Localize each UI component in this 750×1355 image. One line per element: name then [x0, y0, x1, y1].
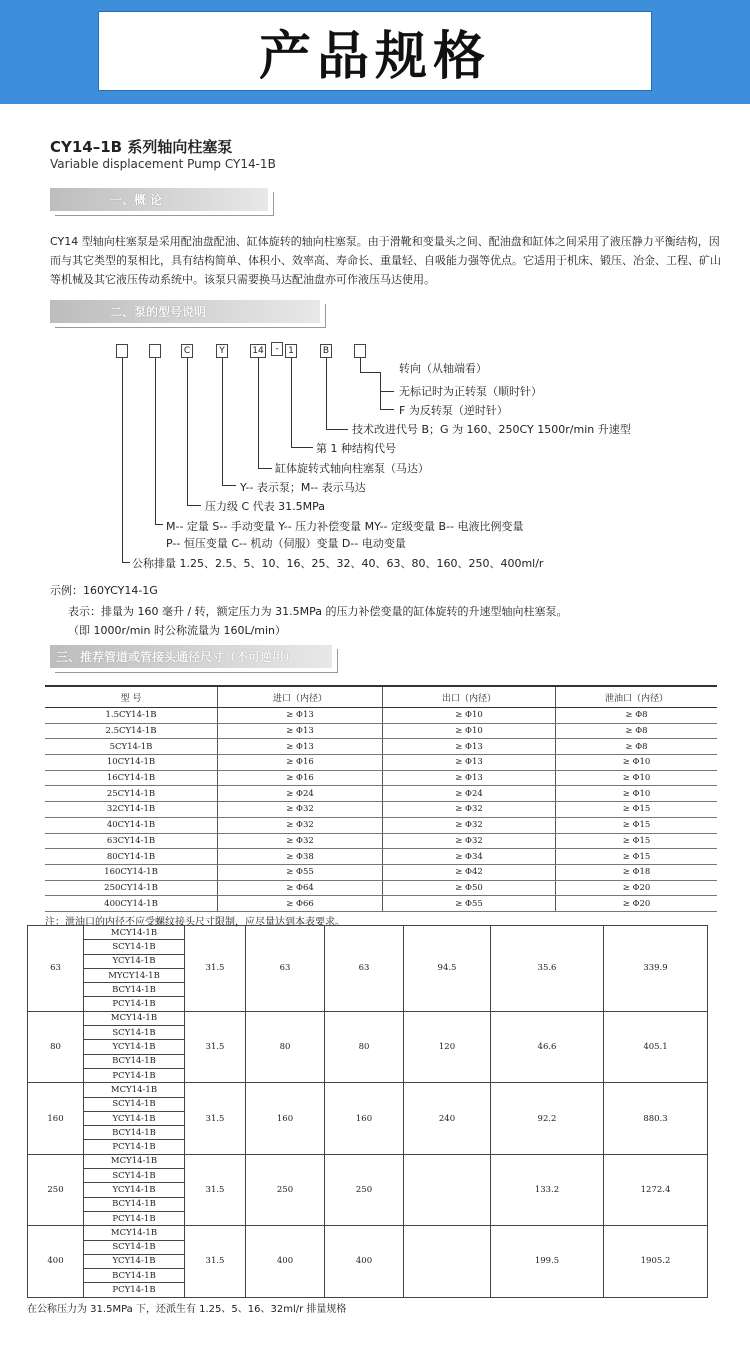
model-cell: MCY14-1B	[84, 926, 185, 940]
value-cell: 80	[325, 1011, 404, 1082]
value-cell	[404, 1226, 491, 1297]
size-cell: 80	[28, 1011, 84, 1082]
table-cell: ≥ Φ55	[383, 896, 556, 912]
col-header: 型 号	[45, 686, 218, 708]
model-cell: YCY14-1B	[84, 1111, 185, 1125]
value-cell: 120	[404, 1011, 491, 1082]
table-cell: 10CY14-1B	[45, 755, 218, 771]
table-cell: ≥ Φ34	[383, 849, 556, 865]
table-cell: ≥ Φ42	[383, 864, 556, 880]
table-cell: ≥ Φ13	[218, 739, 383, 755]
col-header: 进口（内径）	[218, 686, 383, 708]
code-line: 第 1 种结构代号	[316, 442, 396, 455]
code-box: 1	[285, 344, 297, 358]
code-box: Y	[216, 344, 228, 358]
value-cell: 35.6	[491, 926, 604, 1012]
code-line: Y-- 表示泵；M-- 表示马达	[240, 481, 366, 494]
table-row	[28, 1226, 708, 1240]
value-cell: 94.5	[404, 926, 491, 1012]
table-cell: ≥ Φ24	[218, 786, 383, 802]
model-cell: BCY14-1B	[84, 1054, 185, 1068]
size-cell: 250	[28, 1154, 84, 1225]
model-cell: MCY14-1B	[84, 1154, 185, 1168]
table-cell: ≥ Φ20	[556, 896, 718, 912]
value-cell: 133.2	[491, 1154, 604, 1225]
value-cell: 250	[325, 1154, 404, 1225]
model-cell: SCY14-1B	[84, 1097, 185, 1111]
model-cell: YCY14-1B	[84, 1040, 185, 1054]
value-cell: 46.6	[491, 1011, 604, 1082]
model-cell: MCY14-1B	[84, 1011, 185, 1025]
table-row	[45, 723, 717, 739]
value-cell: 160	[325, 1083, 404, 1154]
model-cell: MYCY14-1B	[84, 968, 185, 982]
code-box: C	[181, 344, 193, 358]
table-row	[45, 817, 717, 833]
code-box	[116, 344, 128, 358]
table-cell: ≥ Φ32	[218, 833, 383, 849]
code-line: 公称排量 1.25、2.5、5、10、16、25、32、40、63、80、160、250、400ml/r	[132, 557, 544, 570]
section-model-code: 二、泵的型号说明	[50, 300, 320, 323]
value-cell: 250	[246, 1154, 325, 1225]
footer-note: 在公称压力为 31.5MPa 下，还派生有 1.25、5、16、32ml/r 排量规格	[27, 1304, 347, 1315]
spec-document	[0, 120, 750, 1355]
table-row	[45, 833, 717, 849]
value-cell: 199.5	[491, 1226, 604, 1297]
table-cell: 40CY14-1B	[45, 817, 218, 833]
model-cell: MCY14-1B	[84, 1083, 185, 1097]
table-row	[45, 739, 717, 755]
banner-title: 产品规格	[258, 26, 491, 87]
value-cell: 31.5	[185, 1083, 246, 1154]
example-line-1: 表示：排量为 160 毫升 / 转，额定压力为 31.5MPa 的压力补偿变量的缸体旋转的升速型轴向柱塞泵。	[68, 605, 568, 618]
code-line: M-- 定量 S-- 手动变量 Y-- 压力补偿变量 MY-- 定级变量 B-- 电液比例变量	[166, 520, 524, 533]
table-cell: 80CY14-1B	[45, 849, 218, 865]
value-cell: 240	[404, 1083, 491, 1154]
table-cell: 32CY14-1B	[45, 802, 218, 818]
table-cell: ≥ Φ15	[556, 849, 718, 865]
banner-title-box	[98, 11, 652, 91]
code-box: B	[320, 344, 332, 358]
table-cell: ≥ Φ55	[218, 864, 383, 880]
table-cell: 250CY14-1B	[45, 880, 218, 896]
code-line: 无标记时为正转泵（顺时针）	[399, 385, 542, 398]
model-cell: BCY14-1B	[84, 1269, 185, 1283]
table-cell: ≥ Φ18	[556, 864, 718, 880]
model-cell: YCY14-1B	[84, 954, 185, 968]
banner	[0, 0, 750, 104]
table-cell: ≥ Φ13	[383, 739, 556, 755]
table-row	[28, 1011, 708, 1025]
model-cell: PCY14-1B	[84, 1140, 185, 1154]
code-box	[149, 344, 161, 358]
value-cell: 63	[325, 926, 404, 1012]
table-cell: 2.5CY14-1B	[45, 723, 218, 739]
value-cell: 880.3	[604, 1083, 708, 1154]
size-cell: 160	[28, 1083, 84, 1154]
example-title: 示例：160YCY14-1G	[50, 584, 158, 597]
model-cell: PCY14-1B	[84, 1068, 185, 1082]
doc-heading: CY14–1B 系列轴向柱塞泵	[50, 138, 233, 156]
intro-paragraph: CY14 型轴向柱塞泵是采用配油盘配油、缸体旋转的轴向柱塞泵。由于滑靴和变量头之间、配油盘和缸体之间采用了液压静力平衡结构，因而与其它类型的泵相比，具有结构简单、体积小、效率高、寿命长、重量轻、自吸能力强等优点。它适用于机床、锻压、冶金、工程、矿山等机械及其它液压传动系统中。该泵只需要换马达配油盘亦可作液压马达使用。	[50, 235, 721, 286]
value-cell	[404, 1154, 491, 1225]
value-cell: 92.2	[491, 1083, 604, 1154]
model-cell: MCY14-1B	[84, 1226, 185, 1240]
code-line: 技术改进代号 B；G 为 160、250CY 1500r/min 升速型	[352, 423, 631, 436]
model-cell: BCY14-1B	[84, 1126, 185, 1140]
table-cell: ≥ Φ24	[383, 786, 556, 802]
value-cell: 31.5	[185, 1011, 246, 1082]
code-box	[354, 344, 366, 358]
table-cell: 400CY14-1B	[45, 896, 218, 912]
table-row	[28, 1154, 708, 1168]
table-cell: ≥ Φ10	[556, 755, 718, 771]
table-cell: ≥ Φ50	[383, 880, 556, 896]
model-cell: BCY14-1B	[84, 1197, 185, 1211]
table-cell: ≥ Φ38	[218, 849, 383, 865]
table-cell: ≥ Φ32	[383, 833, 556, 849]
table-cell: 16CY14-1B	[45, 770, 218, 786]
section-overview: 一、概 论	[50, 188, 268, 211]
value-cell: 31.5	[185, 926, 246, 1012]
table-cell: 25CY14-1B	[45, 786, 218, 802]
table-cell: ≥ Φ64	[218, 880, 383, 896]
table-row	[45, 864, 717, 880]
table-row	[45, 708, 717, 724]
value-cell: 31.5	[185, 1226, 246, 1297]
code-box: 14	[250, 344, 266, 358]
pipe-size-table	[45, 685, 717, 912]
value-cell: 1905.2	[604, 1226, 708, 1297]
table-cell: ≥ Φ10	[383, 708, 556, 724]
table-cell: ≥ Φ32	[383, 802, 556, 818]
table-row	[45, 786, 717, 802]
table-row	[45, 849, 717, 865]
value-cell: 400	[325, 1226, 404, 1297]
model-code-diagram	[0, 120, 750, 590]
value-cell: 405.1	[604, 1011, 708, 1082]
value-cell: 1272.4	[604, 1154, 708, 1225]
model-cell: YCY14-1B	[84, 1183, 185, 1197]
table-row	[45, 802, 717, 818]
model-cell: SCY14-1B	[84, 1240, 185, 1254]
value-cell: 31.5	[185, 1154, 246, 1225]
table-row	[45, 770, 717, 786]
model-cell: SCY14-1B	[84, 1026, 185, 1040]
table-row	[45, 880, 717, 896]
doc-heading-en: Variable displacement Pump CY14-1B	[50, 157, 276, 171]
model-cell: PCY14-1B	[84, 1211, 185, 1225]
table-cell: ≥ Φ32	[218, 802, 383, 818]
table-cell: ≥ Φ32	[383, 817, 556, 833]
table-row	[28, 926, 708, 940]
table-row	[28, 1083, 708, 1097]
col-header: 泄油口（内径）	[556, 686, 718, 708]
table-cell: ≥ Φ8	[556, 723, 718, 739]
code-line: 缸体旋转式轴向柱塞泵（马达）	[275, 462, 429, 475]
model-cell: BCY14-1B	[84, 983, 185, 997]
size-cell: 63	[28, 926, 84, 1012]
table-cell: 63CY14-1B	[45, 833, 218, 849]
model-cell: SCY14-1B	[84, 940, 185, 954]
value-cell: 80	[246, 1011, 325, 1082]
code-line: F 为反转泵（逆时针）	[399, 404, 508, 417]
example-line-2: （即 1000r/min 时公称流量为 160L/min）	[68, 624, 287, 637]
table-cell: ≥ Φ13	[383, 755, 556, 771]
code-line: 压力级 C 代表 31.5MPa	[205, 500, 326, 513]
table-cell: ≥ Φ20	[556, 880, 718, 896]
table-cell: ≥ Φ13	[218, 723, 383, 739]
table-cell: ≥ Φ16	[218, 755, 383, 771]
model-cell: SCY14-1B	[84, 1169, 185, 1183]
table-cell: ≥ Φ8	[556, 708, 718, 724]
table-cell: 160CY14-1B	[45, 864, 218, 880]
table-cell: ≥ Φ66	[218, 896, 383, 912]
table-cell: ≥ Φ13	[383, 770, 556, 786]
code-dash: -	[271, 342, 283, 356]
value-cell: 63	[246, 926, 325, 1012]
table-cell: ≥ Φ15	[556, 802, 718, 818]
table-cell: ≥ Φ10	[556, 786, 718, 802]
section-pipe-sizes: 三、推荐管道或管接头通径尺寸（不可逆用）	[50, 645, 332, 668]
table-cell: ≥ Φ15	[556, 833, 718, 849]
table-row	[45, 755, 717, 771]
table-cell: 1.5CY14-1B	[45, 708, 218, 724]
size-cell: 400	[28, 1226, 84, 1297]
code-line: 转向（从轴端看）	[399, 362, 487, 375]
code-line: P-- 恒压变量 C-- 机动（伺服）变量 D-- 电动变量	[166, 537, 406, 550]
table-cell: ≥ Φ15	[556, 817, 718, 833]
table-cell: ≥ Φ32	[218, 817, 383, 833]
table-cell: ≥ Φ13	[218, 708, 383, 724]
table-note: 注：泄油口的内径不应受螺纹接头尺寸限制，应尽量达到本表要求。	[45, 917, 345, 928]
table-cell: ≥ Φ16	[218, 770, 383, 786]
table-header-row	[45, 686, 717, 708]
value-cell: 339.9	[604, 926, 708, 1012]
displacement-table	[27, 925, 708, 1298]
model-cell: PCY14-1B	[84, 997, 185, 1011]
value-cell: 160	[246, 1083, 325, 1154]
col-header: 出口（内径）	[383, 686, 556, 708]
value-cell: 400	[246, 1226, 325, 1297]
table-cell: ≥ Φ8	[556, 739, 718, 755]
model-cell: PCY14-1B	[84, 1283, 185, 1297]
table-cell: ≥ Φ10	[383, 723, 556, 739]
table-row	[45, 896, 717, 912]
model-cell: YCY14-1B	[84, 1254, 185, 1268]
table-cell: 5CY14-1B	[45, 739, 218, 755]
table-cell: ≥ Φ10	[556, 770, 718, 786]
